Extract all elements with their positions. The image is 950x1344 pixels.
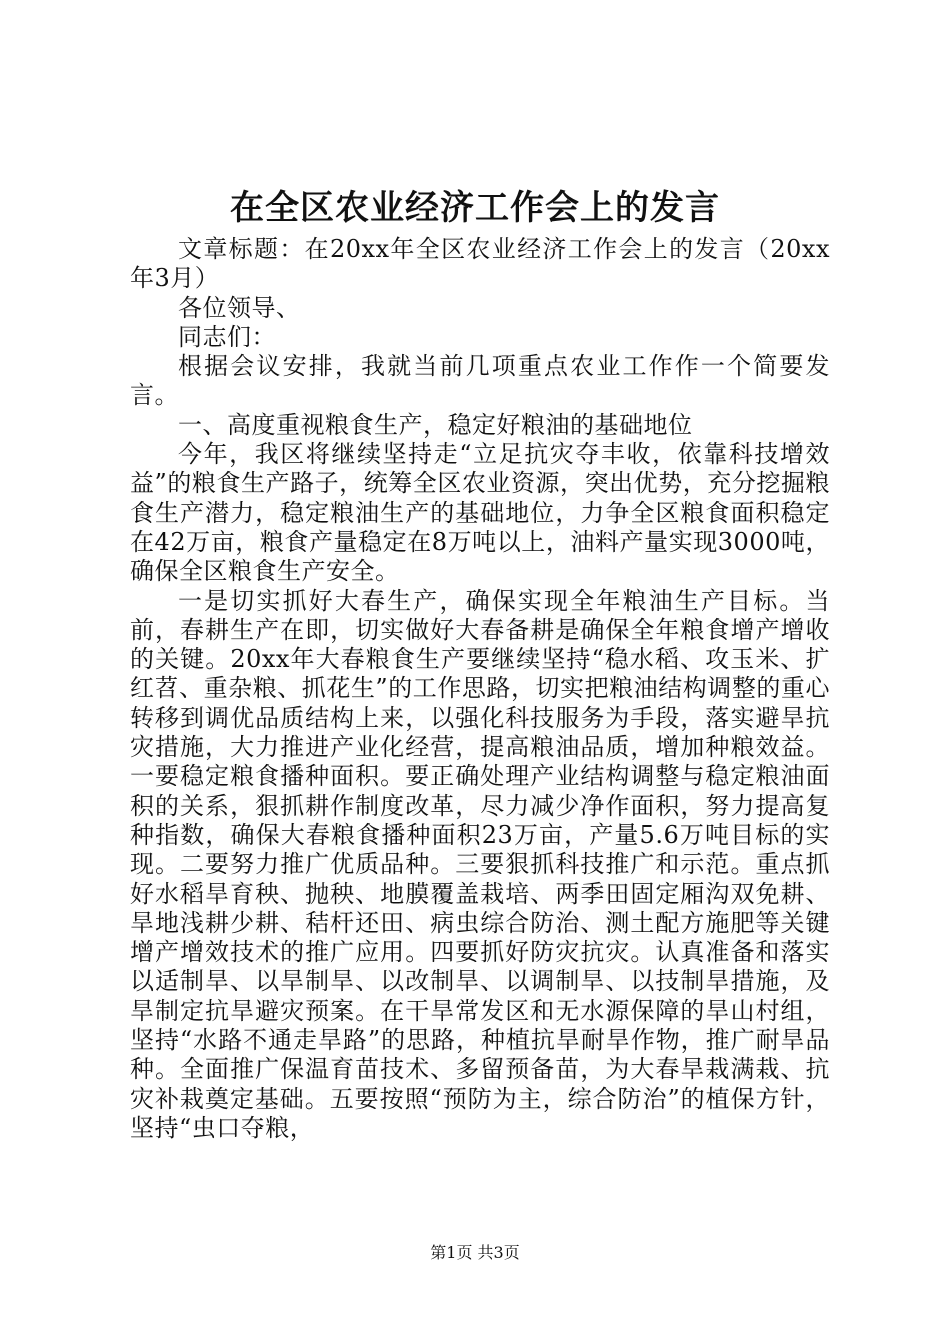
page-footer: 第1页 共3页 xyxy=(430,1243,520,1262)
intro-paragraph: 根据会议安排，我就当前几项重点农业工作作一个简要发言。 xyxy=(130,352,830,410)
salutation-leaders: 各位领导、 xyxy=(178,293,301,322)
article-title-line: 文章标题：在20xx年全区农业经济工作会上的发言（20xx年3月） xyxy=(130,235,830,293)
salutation-comrades: 同志们： xyxy=(178,322,276,351)
document-title: 在全区农业经济工作会上的发言 xyxy=(230,188,720,228)
body-paragraph: 一是切实抓好大春生产，确保实现全年粮油生产目标。当前，春耕生产在即，切实做好大春备耕是确保全年粮食增产增收的关键。20xx年大春粮食生产要继续坚持“稳水稻、攻玉米、扩红苕、重杂粮、抓花生”的工作思路，切实把粮油结构调整的重心转移到调优品质结构上来，以强化科技服务为手段，落实避旱抗灾措施，大力推进产业化经营，提高粮油品质，增加种粮效益。一要稳定粮食播种面积。要正确处理产业结构调整与稳定粮油面积的关系，狠抓耕作制度改革，尽力减少净作面积，努力提高复种指数，确保大春粮食播种面积23万亩，产量5.6万吨目标的实现。二要努力推广优质品种。三要狠抓科技推广和示范。重点抓好水稻旱育秧、抛秧、地膜覆盖栽培、两季田固定厢沟双免耕、旱地浅耕少耕、秸杆还田、病虫综合防治、测土配方施肥等关键增产增效技术的推广应用。四要抓好防灾抗灾。认真准备和落实以适制旱、以旱制旱、以改制旱、以调制旱、以技制旱措施，及旱制定抗旱避灾预案。在干旱常发区和无水源保障的旱山村组，坚持“水路不通走旱路”的思路，种植抗旱耐旱作物，推广耐旱品种。全面推广保温育苗技术、多留预备苗，为大春旱栽满栽、抗灾补栽奠定基础。五要按照“预防为主，综合防治”的植保方针，坚持“虫口夺粮， xyxy=(130,586,830,1142)
body-paragraph: 今年，我区将继续坚持走“立足抗灾夺丰收，依靠科技增效益”的粮食生产路子，统筹全区农业资源，突出优势，充分挖掘粮食生产潜力，稳定粮油生产的基础地位，力争全区粮食面积稳定在42万亩，粮食产量稳定在8万吨以上，油料产量实现3000吨，确保全区粮食生产安全。 xyxy=(130,440,830,586)
section-heading-1: 一、高度重视粮食生产，稳定好粮油的基础地位 xyxy=(178,410,693,439)
document-body xyxy=(130,235,830,1143)
